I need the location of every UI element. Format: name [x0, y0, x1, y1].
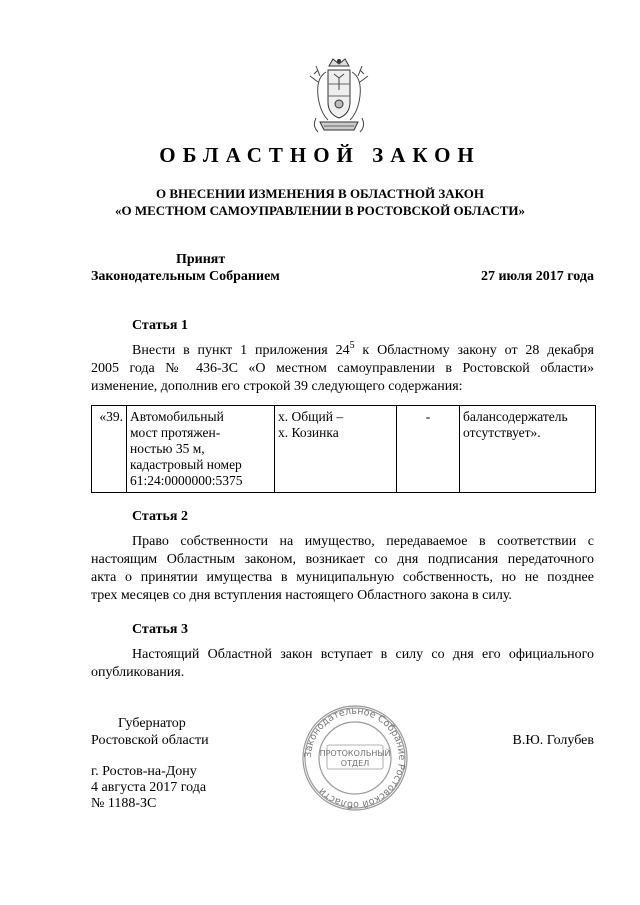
- empty-value-cell: -: [397, 406, 460, 493]
- law-subtitle-line-2: «О МЕСТНОМ САМОУПРАВЛЕНИИ В РОСТОВСКОЙ ОБЛАСТИ»: [115, 203, 525, 218]
- signing-city: г. Ростов-на-Дону: [91, 764, 197, 779]
- signer-position-1: Губернатор: [118, 716, 186, 731]
- seal-center-line-2: ОТДЕЛ: [340, 759, 370, 768]
- article-1-line-3: изменение, дополнив его строкой 39 следующего содержания:: [91, 379, 463, 394]
- row-number: «39.: [92, 406, 127, 493]
- article-2-heading: Статья 2: [132, 509, 188, 524]
- article-1-text: [91, 342, 594, 396]
- amendment-table: [91, 405, 596, 493]
- article-1-line-2: 2005 года № 436-ЗС «О местном самоуправлении в Ростовской области»: [91, 361, 594, 376]
- adopted-label: Принят: [176, 252, 226, 267]
- coat-of-arms-icon: [306, 56, 372, 136]
- article-3-text: Настоящий Областной закон вступает в силу со дня его официального опубликования.: [91, 647, 594, 680]
- table-row: [92, 406, 596, 493]
- law-title: ОБЛАСТНОЙ ЗАКОН: [159, 143, 481, 167]
- article-2-text: Право собственности на имущество, передаваемое в соответствии с настоящим Областным законом, возникает со дня подписания передаточного акта о принятии имущества в муниципальную собственность, но не позднее трех месяцев со дня вступления настоящего Областного закона в силу.: [91, 534, 594, 603]
- law-subtitle-line-1: О ВНЕСЕНИИ ИЗМЕНЕНИЯ В ОБЛАСТНОЙ ЗАКОН: [156, 186, 484, 201]
- signing-date: 4 августа 2017 года: [91, 780, 207, 795]
- official-seal-icon: [295, 703, 415, 813]
- article-1-heading: Статья 1: [132, 318, 188, 333]
- signer-name: В.Ю. Голубев: [512, 733, 594, 748]
- adopted-by: Законодательным Собранием: [91, 269, 280, 284]
- holder-cell: балансодержатель отсутствует».: [460, 406, 596, 493]
- article-1-line-1: Внести в пункт 1 приложения $24^5$ к Областному закону от 28 декабря: [132, 340, 594, 358]
- seal-ring-text: Законодательное Собрание Ростовской области: [302, 705, 408, 811]
- seal-center-line-1: ПРОТОКОЛЬНЫЙ: [319, 749, 391, 758]
- signer-position-2: Ростовской области: [91, 733, 209, 748]
- adopted-date: 27 июля 2017 года: [480, 269, 594, 284]
- law-number: № 1188-ЗС: [91, 796, 157, 811]
- location-cell: х. Общий – х. Козинка: [275, 406, 397, 493]
- object-cell: Автомобильный мост протяжен- ностью 35 м, кадастровый номер 61:24:0000000:5375: [127, 406, 275, 493]
- article-3-heading: Статья 3: [132, 622, 188, 637]
